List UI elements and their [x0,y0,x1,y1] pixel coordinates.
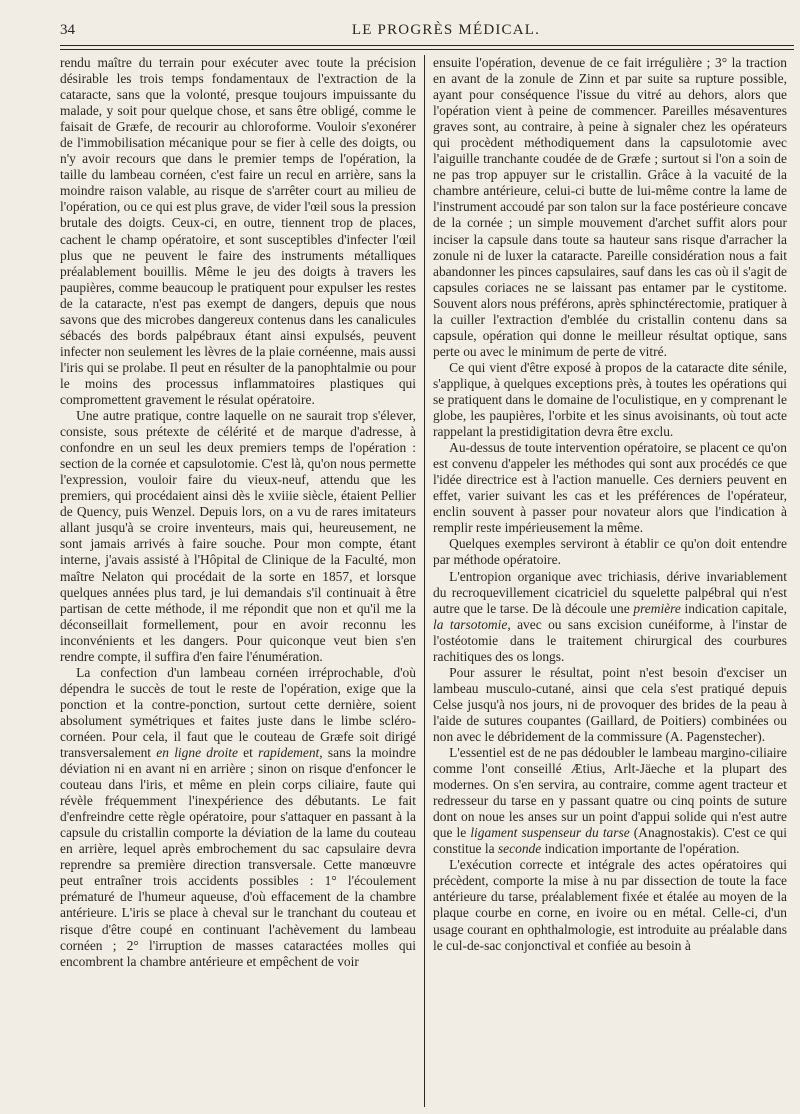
left-column [60,55,416,1110]
header-rule-thick [60,45,794,46]
text-run: et [237,745,259,761]
header-rule-thin [60,49,794,50]
page-header [60,22,792,44]
text-run: La confection d'un lambeau cornéen irréprochable, d'où dépendra le succès de tout le reste de l'opération, exige que la ponction et la contre-ponction, surtout cette dernière, soient absolument symétriques et faites juste dans le limbe scléro-cornéen. Pour cela, il faut que le couteau de Græfe soit dirigé transversalement [60,664,416,761]
text-run: Quelques exemples serviront à établir ce qu'on doit entendre par méthode opératoire. [433,536,787,568]
text-run: L'essentiel est de ne pas dédoubler le lambeau margino-ciliaire comme l'ont conseillé Ætius, Arlt-Jäeche et la plupart des modernes. On s'en servira, au contraire, comme agent tracteur et redresseur du tarse en y passant quatre ou cinq points de suture dont on noue les anses sur un point d'appui solide qui n'est autre que le [433,745,787,841]
italic-text: la tarsotomie [433,616,508,632]
right-column [433,55,787,1110]
text-run: , avec ou sans excision cunéiforme, à l'instar de l'ostéotomie dans le traitement chirurgical des courbures rachitiques des os longs. [433,616,787,664]
journal-title: LE PROGRÈS MÉDICAL. [351,22,541,38]
paragraph [433,440,787,536]
text-run: Pour assurer le résultat, point n'est besoin d'exciser un lambeau musculo-cutané, ainsi que cela s'est pratiqué depuis Celse jusqu'à nos jours, ni de provoquer des brides de la peau à l'aide de sutures coupantes (Gaillard, de Poitiers) combinées ou non avec le débridement de la commissure (A. Pagenstecher). [433,664,787,744]
italic-text: en ligne droite [156,745,238,761]
text-run: rendu maître du terrain pour exécuter avec toute la précision désirable les trois temps fondamentaux de l'extraction de la cataracte, sans que la volonté, presque toujours impuissante du malade, y soit pour quelque chose, et sans être obligé, comme le faisait de Græfe, de recourir au chloroforme. Vouloir s'exonérer de l'immobilisation mécanique pour se fier à celle des doigts, ou n'y avoir recours que dans le premier temps de l'opération, la taille du lambeau cornéen, c'est faire un recul en arrière, sans la moindre raison valable, au risque de s'arrêter court au milieu de l'opération, ou ce qui est plus grave, de vider l'œil sous la pression brutale des doigts. Ceux-ci, en outre, tiennent trop de places, cachent le champ opératoire, et sont susceptibles d'infecter l'œil plus que ne peuvent le faire des instruments métalliques préalablement bouillis. Même le jeu des doigts à travers les paupières, comme beaucoup le pratiquent pour expulser les restes de la cataracte, n'est pas exempt de dangers, depuis que nous savons que des microbes dangereux contenus dans les canalicules sébacés des bords palpébraux étant ainsi expulsés, peuvent infecter non seulement les lèvres de la plaie cornéenne, mais aussi l'iris qui se prolabe. Il peut en résulter de la panophtalmie ou pour le moins des processus inflammatoires plastiques qui compromettent gravement le résulat opératoire. [60,55,416,407]
italic-text: ligament suspenseur du tarse [470,825,630,841]
italic-text: première [633,600,681,616]
text-run: Au-dessus de toute intervention opératoire, se placent ce qu'on est convenu d'appeler les méthodes qui sont aux procédés ce que l'idée directrice est à l'action manuelle. Ces derniers peuvent en effet, varier suivant les cas et les préférences de l'opérateur, enclin souvent à passer pour novateur alors que l'indication à remplir reste impérieusement la même. [433,440,787,536]
text-run: indication capitale, [680,600,787,616]
paragraph [60,665,416,970]
continued-paragraph [60,55,416,408]
text-run: Une autre pratique, contre laquelle on ne saurait trop s'élever, consiste, sous prétexte de célérité et de marque d'adresse, à confondre en un seul les deux premiers temps de l'opération : section de la cornée et capsulotomie. C'est là, qu'on nous permette l'expression, vouloir faire du vieux-neuf, attendu que les premiers, qui procédaient ainsi dès le xviiie siècle, étaient Pellier de Quency, puis Wenzel. Depuis lors, on a vu de rares imitateurs allant jusqu'à se croire inventeurs, mais qui, heureusement, ne sont jamais arrivés à faire souche. Pour mon compte, étant interne, j'avais assisté à l'Hôpital de Clinique de la Faculté, mon maître Nelaton qui procédait de la sorte en 1857, et lorsque quelques années plus tard, je lui demandais s'il continuait à être partisan de cette méthode, il me répondit que non et qu'il me la déconseillait formellement, pour en avoir reconnu les inconvénients et les dangers. Pour quiconque veut bien s'en rendre compte, il suffira d'en faire l'énumération. [60,408,416,664]
text-run: indication importante de l'opération. [541,841,740,857]
italic-text: seconde [497,841,542,857]
text-run: (Anagnostakis). C'est ce qui constitue la [433,825,787,857]
text-run: Ce qui vient d'être exposé à propos de la cataracte dite sénile, s'applique, à quelques exceptions près, à toutes les opérations qui se pratiquent dans le domaine de l'oculistique, en y comprenant le globe, les paupières, l'orbite et les sinus avoisinants, où tout acte rappelant la prestidigitation devra être exclu. [433,359,787,440]
paragraph [433,857,787,953]
text-run: L'exécution correcte et intégrale des actes opératoires qui précèdent, comporte la mise à nu par dissection de toute la face antérieure du tarse, préalablement fixée et étalée au moyen de la plaque courbe en corne, en ivoire ou en métal. Celle-ci, d'un usage courant en ophthalmologie, est introduite au préalable dans le cul-de-sac conjonctival et confiée au besoin à [433,857,787,953]
paragraph [433,536,787,568]
paragraph [433,745,787,857]
text-run: L'entropion organique avec trichiasis, dérive invariablement du recroquevillement cicatriciel du squelette palpébral qui n'est autre que le tarse. De là découle une [433,568,787,616]
paragraph [433,665,787,745]
text-run: ensuite l'opération, devenue de ce fait irrégulière ; 3° la traction en avant de la zonule de Zinn et par suite sa rupture possible, ayant pour conséquence l'issue du vitré au dehors, alors que l'opération vient à peine de commencer. Pareilles mésaventures graves sont, au contraire, à peine à signaler chez les opérateurs qui procèdent méthodiquement dans la capsulotomie avec l'aiguille tranchante coudée de de Græfe ; surtout si l'on a soin de ne pas trop appuyer sur le cristallin. Grâce à la vacuité de la chambre antérieure, celui-ci butte de lui-même contre la lame de l'instrument accoudé par son talon sur la face postérieure concave de la cornée ; un simple mouvement d'archet suffit alors pour inciser la capsule dans toute sa hauteur sans risque d'arracher la zonule ni de luxer la cataracte. Pareille considération nous a fait abandonner les pinces capsulaires, sauf dans les cas où il s'agit de capsules coriaces ne se laissant pas entamer par le cystitome. Souvent alors nous préférons, après sphinctérectomie, pratiquer à la cuiller l'extraction d'emblée du cristallin contenu dans sa capsule, opération qui donne le meilleur résultat optique, sans perte ou avec le minimum de perte de vitré. [433,55,787,359]
text-run: , sans la moindre déviation ni en avant ni en arrière ; sinon on risque d'enfoncer le couteau dans l'iris, et même en plein corps ciliaire, faute qui révèle fréquemment l'inexpérience des débutants. Le fait d'enfreindre cette règle opératoire, pour s'attaquer en passant à la capsule du cristallin comporte la déviation de la lame du couteau en arrière, lequel après embrochement du sac capsulaire devra reprendre sa première direction transversale. Cette manœuvre peut entraîner trois accidents possibles : 1° l'écoulement prématuré de l'humeur aqueuse, d'où effacement de la chambre antérieure. L'iris se place à cheval sur le tranchant du couteau et risque d'être coupé en continuant l'achèvement du lambeau cornéen ; 2° l'irruption de masses cataractées molles qui encombrent la chambre antérieure et empêchent de voir [60,745,416,969]
paragraph [433,360,787,440]
italic-text: rapidement [258,745,320,761]
column-divider [424,55,425,1107]
continued-paragraph [433,55,787,360]
paragraph [60,408,416,665]
paragraph [433,569,787,665]
page-number: 34 [60,22,75,38]
